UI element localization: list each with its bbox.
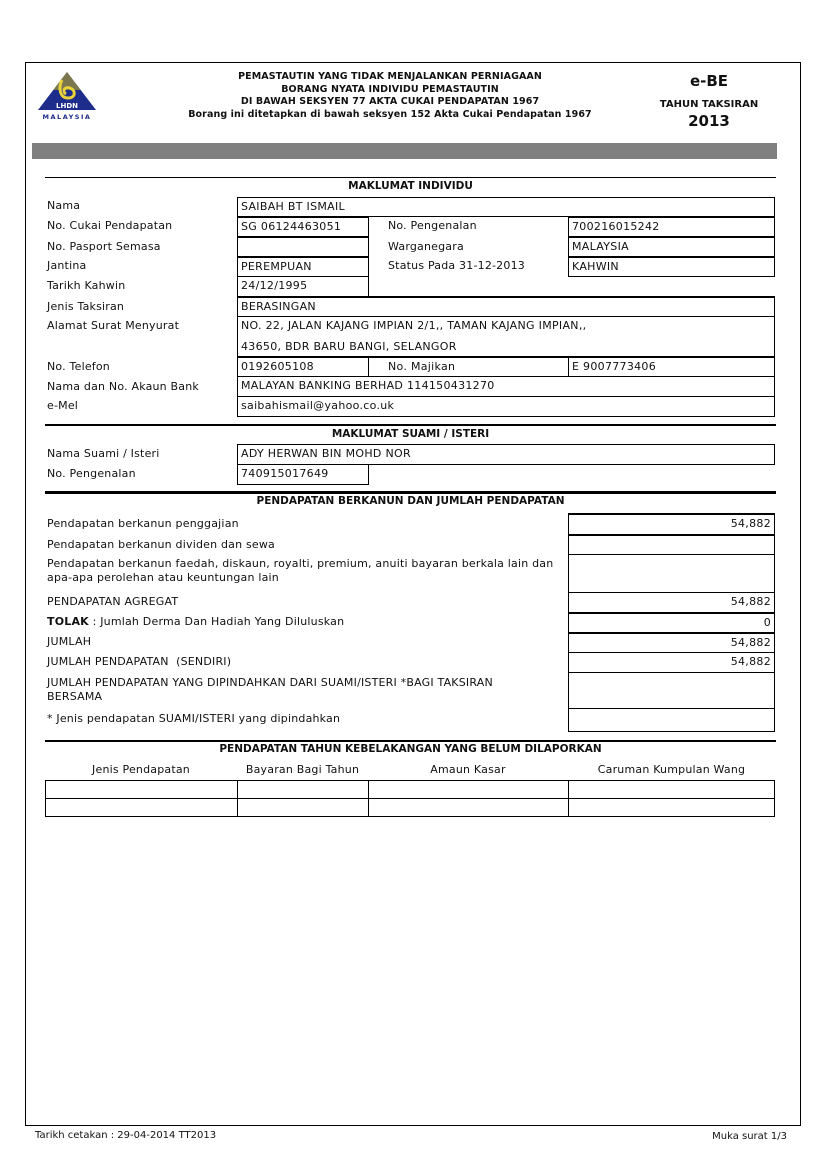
field-majikan: E 9007773406 xyxy=(568,356,775,377)
label-jantina: Jantina xyxy=(47,259,87,272)
value-jenis-dipindahkan xyxy=(568,708,775,732)
section-title-tertunggak: PENDAPATAN TAHUN KEBELAKANGAN YANG BELUM DILAPORKAN xyxy=(219,743,602,755)
label-tarikh-kahwin: Tarikh Kahwin xyxy=(47,279,126,292)
label-jenis-taksiran: Jenis Taksiran xyxy=(47,300,125,313)
section-title-individu: MAKLUMAT INDIVIDU xyxy=(348,180,473,192)
label-jumlah: JUMLAH xyxy=(47,635,92,648)
field-jantina: PEREMPUAN xyxy=(237,256,369,277)
form-code: e-BE xyxy=(689,72,729,90)
label-no-cukai: No. Cukai Pendapatan xyxy=(47,219,173,232)
header-band xyxy=(32,143,777,159)
label-tolak-text: : Jumlah Derma Dan Hadiah Yang Diluluskan xyxy=(88,615,345,628)
header-line-4: Borang ini ditetapkan di bawah seksyen 152 Akta Cukai Pendapatan 1967 xyxy=(188,109,592,120)
label-tolak-bold: TOLAK xyxy=(47,615,89,628)
section-title-suami: MAKLUMAT SUAMI / ISTERI xyxy=(331,428,490,440)
value-pendapatan-agregat: 54,882 xyxy=(568,592,775,613)
field-jenis-taksiran: BERASINGAN xyxy=(237,296,775,317)
table-cell xyxy=(45,798,238,817)
print-date: Tarikh cetakan : 29-04-2014 TT2013 xyxy=(35,1130,217,1141)
table-cell xyxy=(568,798,775,817)
label-majikan: No. Majikan xyxy=(388,360,456,373)
label-pasport: No. Pasport Semasa xyxy=(47,240,161,253)
label-telefon: No. Telefon xyxy=(47,360,110,373)
tahun-taksiran-value: 2013 xyxy=(688,112,730,130)
table-cell xyxy=(45,780,238,799)
field-telefon: 0192605108 xyxy=(237,356,369,377)
label-jumlah-dipindahkan-line2: BERSAMA xyxy=(47,690,103,703)
section-title-pendapatan: PENDAPATAN BERKANUN DAN JUMLAH PENDAPATAN xyxy=(256,495,565,507)
field-pasport xyxy=(237,236,369,257)
label-alamat: Alamat Surat Menyurat xyxy=(47,319,180,332)
section-divider xyxy=(45,491,776,494)
label-pendapatan-penggajian: Pendapatan berkanun penggajian xyxy=(47,517,239,530)
tahun-taksiran-label: TAHUN TAKSIRAN xyxy=(659,99,759,110)
table-cell xyxy=(368,780,569,799)
value-jumlah: 54,882 xyxy=(568,632,775,653)
field-warganegara: MALAYSIA xyxy=(568,236,775,257)
label-nama: Nama xyxy=(47,199,81,212)
label-warganegara: Warganegara xyxy=(388,240,464,253)
table-cell xyxy=(568,780,775,799)
field-nama: SAIBAH BT ISMAIL xyxy=(237,197,775,217)
field-no-cukai: SG 06124463051 xyxy=(237,216,369,237)
header-line-3: DI BAWAH SEKSYEN 77 AKTA CUKAI PENDAPATAN 1967 xyxy=(240,96,540,107)
value-pendapatan-faedah xyxy=(568,554,775,593)
svg-text:LHDN: LHDN xyxy=(56,102,78,110)
label-pengenalan-suami: No. Pengenalan xyxy=(47,467,136,480)
column-header-jenis: Jenis Pendapatan xyxy=(92,763,190,776)
header-line-2: BORANG NYATA INDIVIDU PEMASTAUTIN xyxy=(281,84,499,95)
value-pendapatan-penggajian: 54,882 xyxy=(568,513,775,535)
field-alamat xyxy=(237,316,775,357)
section-divider xyxy=(45,424,776,426)
label-tolak xyxy=(47,615,344,629)
alamat-line-1: NO. 22, JALAN KAJANG IMPIAN 2/1,, TAMAN KAJANG IMPIAN,, xyxy=(241,319,587,332)
alamat-line-2: 43650, BDR BARU BANGI, SELANGOR xyxy=(241,340,457,353)
value-tolak: 0 xyxy=(568,612,775,633)
field-status: KAHWIN xyxy=(568,256,775,277)
value-jumlah-sendiri: 54,882 xyxy=(568,652,775,673)
label-bank: Nama dan No. Akaun Bank xyxy=(47,380,199,393)
field-emel: saibahismail@yahoo.co.uk xyxy=(237,396,775,417)
tertunggak-table xyxy=(45,780,776,817)
label-jumlah-sendiri: JUMLAH PENDAPATAN (SENDIRI) xyxy=(47,655,232,668)
value-jumlah-dipindahkan xyxy=(568,672,775,709)
table-cell xyxy=(368,798,569,817)
label-nama-suami: Nama Suami / Isteri xyxy=(47,447,160,460)
section-divider xyxy=(45,177,776,178)
field-tarikh-kahwin: 24/12/1995 xyxy=(237,276,369,297)
majikan-label-cell xyxy=(368,356,569,377)
column-header-amaun: Amaun Kasar xyxy=(430,763,506,776)
section-divider xyxy=(45,740,776,742)
label-jenis-dipindahkan: * Jenis pendapatan SUAMI/ISTERI yang dipindahkan xyxy=(47,712,341,725)
table-cell xyxy=(237,780,369,799)
column-header-bayaran: Bayaran Bagi Tahun xyxy=(245,763,360,776)
label-emel: e-Mel xyxy=(47,399,79,412)
page-number: Muka surat 1/3 xyxy=(712,1131,787,1142)
label-jumlah-dipindahkan: JUMLAH PENDAPATAN YANG DIPINDAHKAN DARI SUAMI/ISTERI *BAGI TAKSIRAN xyxy=(47,676,493,689)
label-status: Status Pada 31-12-2013 xyxy=(388,259,525,272)
label-pendapatan-faedah: Pendapatan berkanun faedah, diskaun, royalti, premium, anuiti bayaran berkala lain dan xyxy=(47,557,554,570)
label-pendapatan-dividen: Pendapatan berkanun dividen dan sewa xyxy=(47,538,276,551)
lhdn-logo-icon xyxy=(36,70,100,122)
column-header-caruman: Caruman Kumpulan Wang xyxy=(597,763,746,776)
label-pendapatan-agregat: PENDAPATAN AGREGAT xyxy=(47,595,179,608)
label-pendapatan-faedah-line2: apa-apa perolehan atau keuntungan lain xyxy=(47,571,279,584)
value-pendapatan-dividen xyxy=(568,534,775,555)
svg-text:MALAYSIA: MALAYSIA xyxy=(42,113,92,121)
field-bank: MALAYAN BANKING BERHAD 114150431270 xyxy=(237,376,775,397)
table-cell xyxy=(237,798,369,817)
field-no-pengenalan: 700216015242 xyxy=(568,216,775,237)
field-nama-suami: ADY HERWAN BIN MOHD NOR xyxy=(237,444,775,465)
header-line-1: PEMASTAUTIN YANG TIDAK MENJALANKAN PERNIAGAAN xyxy=(238,71,542,82)
field-pengenalan-suami: 740915017649 xyxy=(237,464,369,485)
label-no-pengenalan: No. Pengenalan xyxy=(388,219,477,232)
